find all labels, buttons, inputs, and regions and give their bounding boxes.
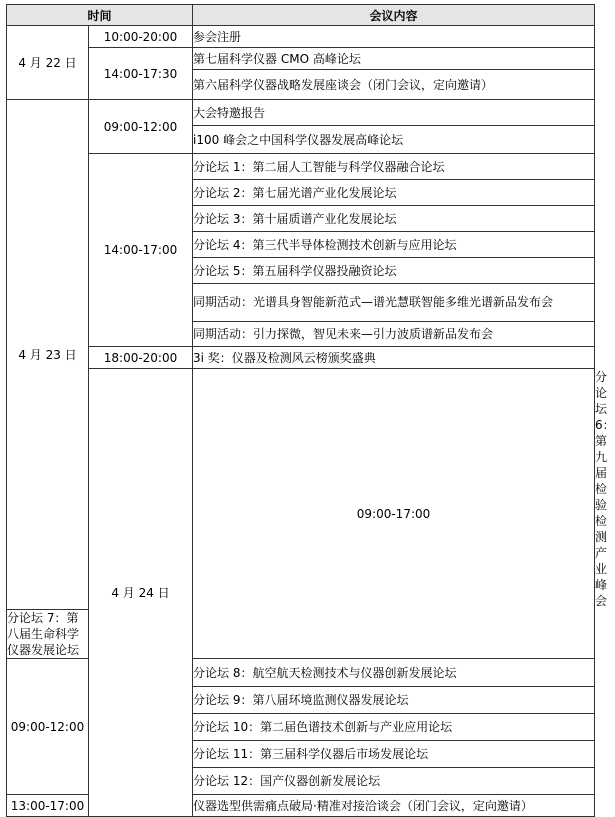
- table-row: 4 月 24 日 09:00-17:00 分论坛 6：第九届检验检测产业峰会: [7, 369, 595, 610]
- table-row: [7, 26, 595, 48]
- agenda-item: 参会注册: [193, 26, 595, 48]
- agenda-item: 同期活动：引力探微，智见未来—引力波质谱新品发布会: [193, 322, 595, 347]
- agenda-item: 仪器选型供需痛点破局·精准对接洽谈会（闭门会议，定向邀请）: [193, 795, 595, 817]
- agenda-item: 分论坛 10：第二届色谱技术创新与产业应用论坛: [193, 714, 595, 741]
- date-cell: 4 月 23 日: [7, 100, 89, 610]
- agenda-item: 分论坛 2：第七届光谱产业化发展论坛: [193, 180, 595, 206]
- agenda-item: 分论坛 11：第三届科学仪器后市场发展论坛: [193, 741, 595, 768]
- agenda-item: 分论坛 8：航空航天检测技术与仪器创新发展论坛: [193, 659, 595, 687]
- time-cell: 18:00-20:00: [89, 347, 193, 369]
- time-cell: 14:00-17:30: [89, 48, 193, 100]
- time-cell: 13:00-17:00: [7, 795, 89, 817]
- time-cell: 09:00-17:00: [193, 369, 595, 659]
- agenda-item: 分论坛 4：第三代半导体检测技术创新与应用论坛: [193, 232, 595, 258]
- table-row: [7, 100, 595, 126]
- agenda-item: 第六届科学仪器战略发展座谈会（闭门会议，定向邀请）: [193, 70, 595, 100]
- date-cell: 4 月 22 日: [7, 26, 89, 100]
- time-cell: 10:00-20:00: [89, 26, 193, 48]
- agenda-item: 分论坛 12：国产仪器创新发展论坛: [193, 768, 595, 795]
- time-cell: 09:00-12:00: [89, 100, 193, 154]
- table-row: [7, 48, 595, 70]
- time-cell: 14:00-17:00: [89, 154, 193, 347]
- agenda-item: 分论坛 5：第五届科学仪器投融资论坛: [193, 258, 595, 284]
- date-cell: 4 月 24 日: [89, 369, 193, 817]
- agenda-item: 分论坛 7：第八届生命科学仪器发展论坛: [7, 610, 89, 659]
- header-row: [7, 5, 595, 26]
- agenda-item: 同期活动：光谱具身智能新范式—谱光慧联智能多维光谱新品发布会: [193, 284, 595, 322]
- table-row: [7, 347, 595, 369]
- agenda-item: i100 峰会之中国科学仪器发展高峰论坛: [193, 126, 595, 154]
- agenda-item: 3i 奖：仪器及检测风云榜颁奖盛典: [193, 347, 595, 369]
- agenda-item: 分论坛 1：第二届人工智能与科学仪器融合论坛: [193, 154, 595, 180]
- time-cell: 09:00-12:00: [7, 659, 89, 795]
- header-time: 时间: [7, 5, 193, 26]
- agenda-item: 分论坛 9：第八届环境监测仪器发展论坛: [193, 687, 595, 714]
- header-content: 会议内容: [193, 5, 595, 26]
- agenda-item: 大会特邀报告: [193, 100, 595, 126]
- agenda-item: 分论坛 3：第十届质谱产业化发展论坛: [193, 206, 595, 232]
- schedule-table: [6, 4, 615, 817]
- agenda-item: 第七届科学仪器 CMO 高峰论坛: [193, 48, 595, 70]
- table-row: [7, 154, 595, 180]
